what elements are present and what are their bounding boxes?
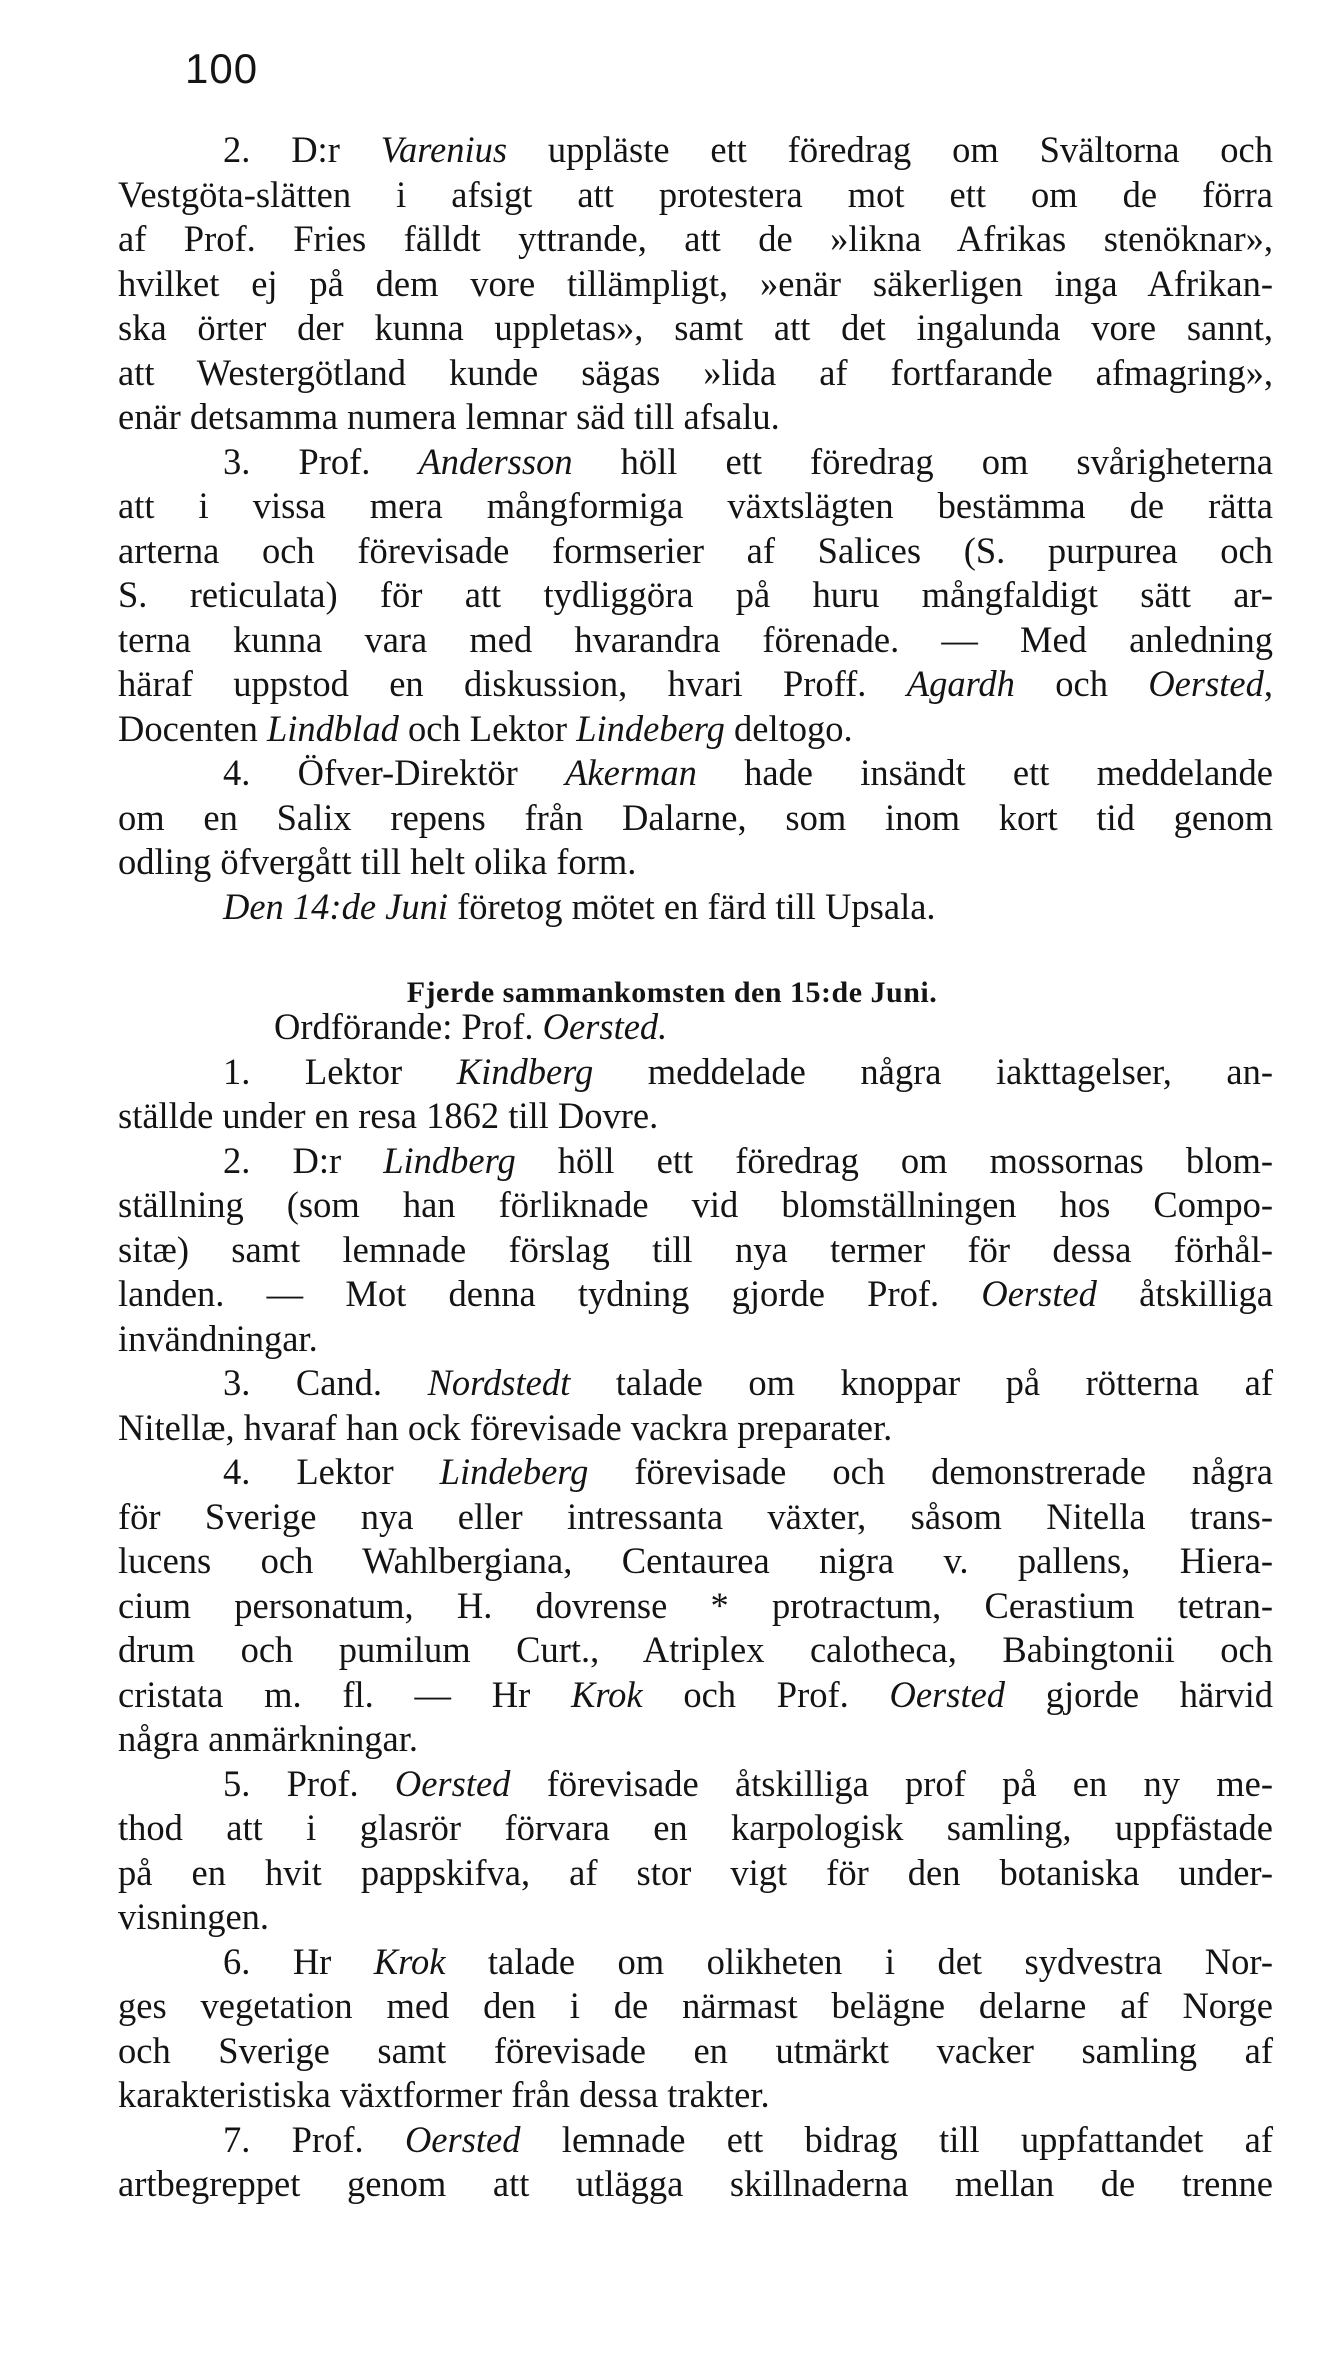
item-2-line-4: landen. — Mot denna tydning gjorde Prof. Oersted åtskilliga	[118, 1273, 1273, 1314]
item-4-line-7: några anmärkningar.	[118, 1718, 418, 1759]
para-4-line-3: odling öfvergått till helt olika form.	[118, 841, 637, 882]
item-3-line-2: Nitellæ, hvaraf han ock förevisade vackra preparater.	[118, 1406, 893, 1448]
item-6-line-3: och Sverige samt förevisade en utmärkt vacker samling af	[118, 2029, 1273, 2071]
para-4-line-2: om en Salix repens från Dalarne, som inom kort tid genom	[118, 796, 1273, 838]
item-1-line-1: 1. Lektor Kindberg meddelade några iakttagelser, an-	[223, 1050, 1273, 1092]
para-3-line-5: terna kunna vara med hvarandra förenade. — Med anledning	[118, 618, 1273, 660]
para-2-line-2: Vestgöta-slätten i afsigt att protestera mot ett om de förra	[118, 173, 1273, 215]
item-3-line-1: 3. Cand. Nordstedt talade om knoppar på rötterna af	[223, 1362, 1273, 1403]
para-3-line-4: S. reticulata) för att tydliggöra på huru mångfaldigt sätt ar-	[118, 574, 1273, 615]
para-2-line-5: ska örter der kunna uppletas», samt att det ingalunda vore sannt,	[118, 307, 1273, 348]
item-2-line-5: invändningar.	[118, 1317, 318, 1359]
item-4-line-2: för Sverige nya eller intressanta växter, såsom Nitella trans-	[118, 1495, 1273, 1537]
item-2-line-1: 2. D:r Lindberg höll ett föredrag om mossornas blom-	[223, 1139, 1273, 1181]
para-3-line-6: häraf uppstod en diskussion, hvari Proff. Agardh och Oersted,	[118, 663, 1273, 704]
section-heading: Fjerde sammankomsten den 15:de Juni.	[406, 976, 938, 1009]
item-6-line-4: karakteristiska växtformer från dessa trakter.	[118, 2074, 770, 2115]
para-5-line-1: Den 14:de Juni företog mötet en färd till Upsala.	[223, 885, 936, 927]
para-3-line-1: 3. Prof. Andersson höll ett föredrag om svårigheterna	[223, 440, 1274, 482]
item-2-line-3: sitæ) samt lemnade förslag till nya termer för dessa förhål-	[118, 1228, 1273, 1270]
para-4-line-1: 4. Öfver-Direktör Akerman hade insändt ett meddelande	[223, 752, 1273, 793]
item-4-line-5: drum och pumilum Curt., Atriplex calotheca, Babingtonii och	[118, 1629, 1273, 1670]
item-4-line-4: cium personatum, H. dovrense * protractum, Cerastium tetran-	[118, 1584, 1273, 1626]
para-2-line-4: hvilket ej på dem vore tillämpligt, »enär säkerligen inga Afrikan-	[118, 262, 1273, 304]
para-3-line-3: arterna och förevisade formserier af Salices (S. purpurea och	[118, 529, 1273, 571]
para-3-line-2: att i vissa mera mångformiga växtslägten bestämma de rätta	[118, 485, 1273, 526]
item-4-line-1: 4. Lektor Lindeberg förevisade och demonstrerade några	[223, 1451, 1273, 1492]
para-2-line-7: enär detsamma numera lemnar säd till afsalu.	[118, 396, 780, 437]
page-body-upper	[118, 128, 1273, 929]
item-6-line-2: ges vegetation med den i de närmast belägne delarne af Norge	[118, 1985, 1273, 2026]
item-5-line-4: visningen.	[118, 1896, 270, 1937]
item-7-line-2: artbegreppet genom att utlägga skillnaderna mellan de trenne	[118, 2163, 1273, 2204]
item-5-line-2: thod att i glasrör förvara en karpologisk samling, uppfästade	[118, 1807, 1273, 1848]
item-1-line-2: ställde under en resa 1862 till Dovre.	[118, 1095, 659, 1136]
item-6-line-1: 6. Hr Krok talade om olikheten i det sydvestra Nor-	[223, 1940, 1273, 1982]
chairman-line: Ordförande: Prof. Oersted.	[274, 1006, 668, 1047]
page-body-lower	[118, 1005, 1273, 2207]
item-4-line-3: lucens och Wahlbergiana, Centaurea nigra v. pallens, Hiera-	[118, 1540, 1273, 1581]
item-5-line-1: 5. Prof. Oersted förevisade åtskilliga prof på en ny me-	[223, 1762, 1273, 1804]
para-2-line-3: af Prof. Fries fälldt yttrande, att de »likna Afrikas stenöknar»,	[118, 218, 1273, 259]
item-7-line-1: 7. Prof. Oersted lemnade ett bidrag till uppfattandet af	[223, 2118, 1273, 2160]
para-2-line-1: 2. D:r Varenius uppläste ett föredrag om Svältorna och	[223, 129, 1274, 170]
para-2-line-6: att Westergötland kunde sägas »lida af fortfarande afmagring»,	[118, 351, 1273, 393]
item-5-line-3: på en hvit pappskifva, af stor vigt för den botaniska under-	[118, 1851, 1273, 1893]
item-2-line-2: ställning (som han förliknade vid blomställningen hos Compo-	[118, 1184, 1273, 1225]
para-3-line-7: Docenten Lindblad och Lektor Lindeberg deltogo.	[118, 707, 853, 749]
page-number: 100	[185, 45, 259, 92]
item-4-line-6: cristata m. fl. — Hr Krok och Prof. Oersted gjorde härvid	[118, 1673, 1274, 1715]
